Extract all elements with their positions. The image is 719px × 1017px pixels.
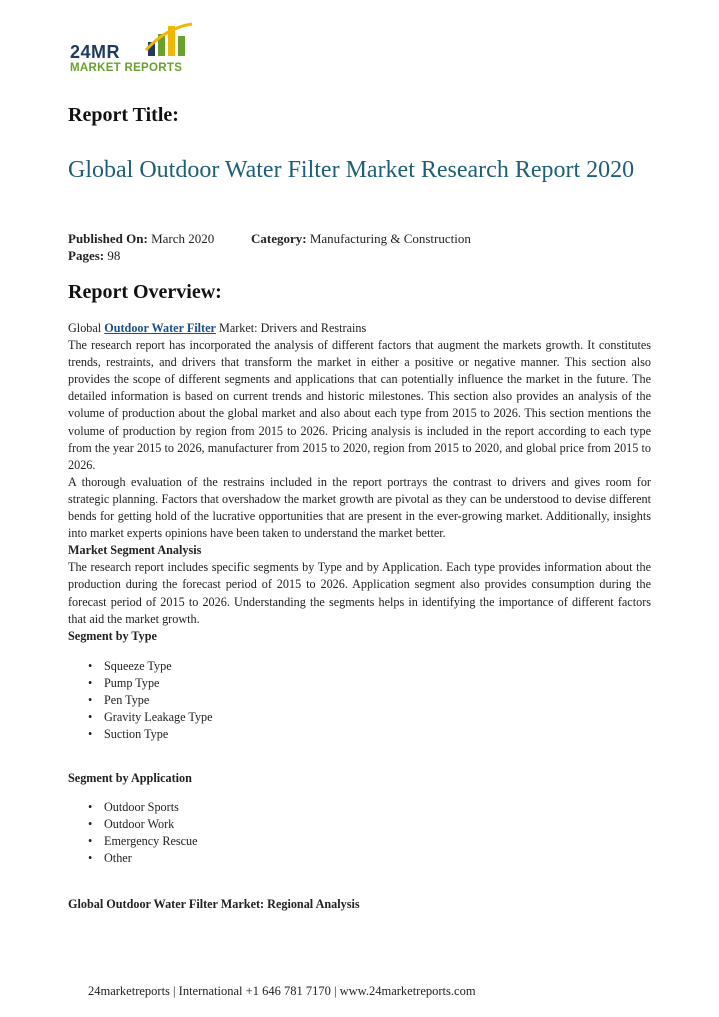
list-item: • Outdoor Sports	[88, 799, 198, 816]
overview-body	[68, 320, 651, 645]
list-item: • Pump Type	[88, 675, 213, 692]
paragraph-restrains: A thorough evaluation of the restrains included in the report portrays the contrast to drivers and gives room for strategic planning. Factors that overshadow the market growth are pivotal as they can be understood to devise different bends for getting hold of the lucrative opportunities that are present in the ever-growing market. Additionally, insights into market experts opinions have been taken to understand the market better.	[68, 474, 651, 541]
company-logo	[70, 20, 220, 80]
page-title: Global Outdoor Water Filter Market Research Report 2020	[68, 157, 635, 183]
segment-application-list	[88, 799, 198, 867]
logo-text-market-reports: MARKET REPORTS	[70, 62, 183, 74]
intro-suffix: Market: Drivers and Restrains	[218, 321, 367, 335]
intro-line	[68, 320, 651, 337]
intro-prefix: Global	[68, 321, 102, 335]
list-item: • Pen Type	[88, 692, 213, 709]
regional-analysis-heading: Global Outdoor Water Filter Market: Regional Analysis	[68, 897, 360, 911]
paragraph-segments: The research report includes specific segments by Type and by Application. Each type provides information about the production during the forecast period of 2015 to 2026. Application segment also provides consumption during the forecast period of 2015 to 2026. Understanding the segments helps in identifying the importance of different factors that aid the market growth.	[68, 560, 651, 626]
segment-type-list	[88, 658, 213, 743]
paragraph-drivers: The research report has incorporated the analysis of different factors that augment the markets growth. It constitutes trends, restraints, and drivers that transform the market in either a positive or negative manner. This section also provides the scope of different segments and applications that can potentially influence the market in the future. The detailed information is based on current trends and historic milestones. This section also provides an analysis of the volume of production about the global market and also about each type from 2015 to 2026. This section mentions the volume of production by region from 2015 to 2026. Pricing analysis is included in the report according to each type from the year 2015 to 2026, manufacturer from 2015 to 2020, region from 2015 to 2020, and global price from 2015 to 2026.	[68, 338, 651, 472]
pages-info	[68, 248, 120, 264]
published-label: Published On:	[68, 231, 148, 246]
segment-type-heading: Segment by Type	[68, 628, 157, 643]
bar-chart-logo-icon	[142, 20, 212, 60]
list-item: • Gravity Leakage Type	[88, 709, 213, 726]
category-info	[251, 231, 471, 247]
list-item: • Emergency Rescue	[88, 833, 198, 850]
list-item: • Other	[88, 850, 198, 867]
pages-value: 98	[107, 248, 121, 263]
published-value: March 2020	[151, 231, 215, 246]
category-value: Manufacturing & Construction	[309, 231, 471, 246]
overview-heading: Report Overview:	[68, 281, 222, 303]
segment-application-heading: Segment by Application	[68, 771, 192, 785]
logo-text-24mr: 24MR	[70, 42, 121, 62]
published-info	[68, 231, 214, 247]
product-link[interactable]: Outdoor Water Filter	[104, 321, 216, 335]
page-footer: 24marketreports | International +1 646 781 7170 | www.24marketreports.com	[88, 984, 476, 998]
list-item: • Outdoor Work	[88, 816, 198, 833]
segment-analysis-heading: Market Segment Analysis	[68, 543, 202, 558]
category-label: Category:	[251, 231, 307, 246]
report-title-label: Report Title:	[68, 104, 179, 126]
pages-label: Pages:	[68, 248, 105, 263]
list-item: • Suction Type	[88, 726, 213, 743]
list-item: • Squeeze Type	[88, 658, 213, 675]
